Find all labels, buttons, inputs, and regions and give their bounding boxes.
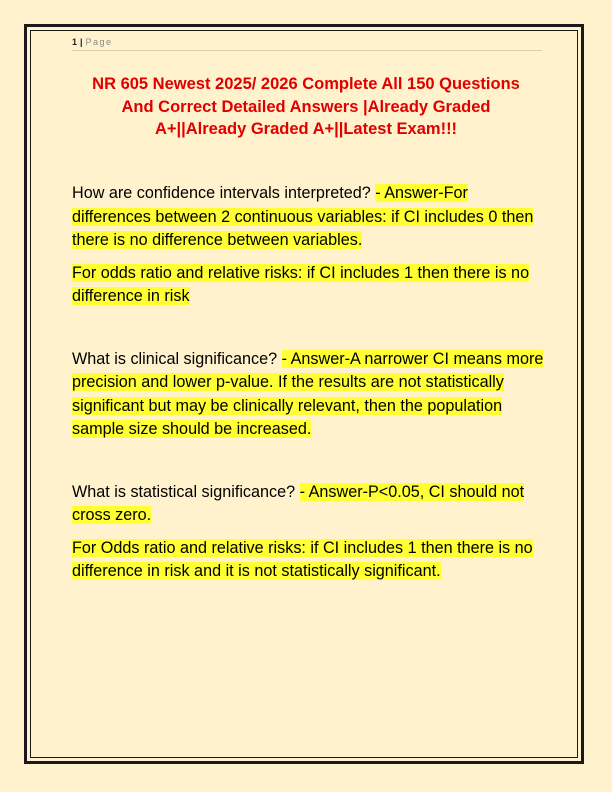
extra-text: For odds ratio and relative risks: if CI includes 1 then there is no difference in risk [72, 263, 530, 305]
document-content [72, 182, 544, 584]
page-label: Page [85, 37, 113, 47]
qa-extra [72, 262, 544, 309]
answer-text: - Answer-P<0.05, CI should not cross zero. [72, 482, 525, 524]
qa-extra [72, 537, 544, 584]
title-line-2: And Correct Detailed Answers |Already Graded [121, 97, 491, 116]
answer-text: - Answer-For differences between 2 continuous variables: if CI includes 0 then there is no difference between variables. [72, 184, 534, 249]
question-text: How are confidence intervals interpreted? [72, 184, 376, 202]
extra-text: For Odds ratio and relative risks: if CI includes 1 then there is no difference in risk and it is not statistically significant. [72, 538, 533, 580]
document-title [60, 73, 552, 141]
question-text: What is clinical significance? [72, 349, 282, 368]
page-number: 1 [72, 37, 78, 47]
question-text: What is statistical significance? [72, 482, 300, 501]
page-header [72, 37, 542, 51]
answer-text: - Answer-A narrower CI means more precision and lower p-value. If the results are not statistically significant but may be clinically relevant, then the population sample size should be increased. [72, 349, 544, 438]
title-line-3: A+||Already Graded A+||Latest Exam!!! [154, 120, 458, 138]
page-separator: | [80, 37, 83, 47]
qa-item [72, 481, 544, 528]
qa-item [72, 348, 544, 442]
qa-item [72, 182, 544, 253]
title-line-1: NR 605 Newest 2025/ 2026 Complete All 150 Questions [92, 75, 520, 93]
